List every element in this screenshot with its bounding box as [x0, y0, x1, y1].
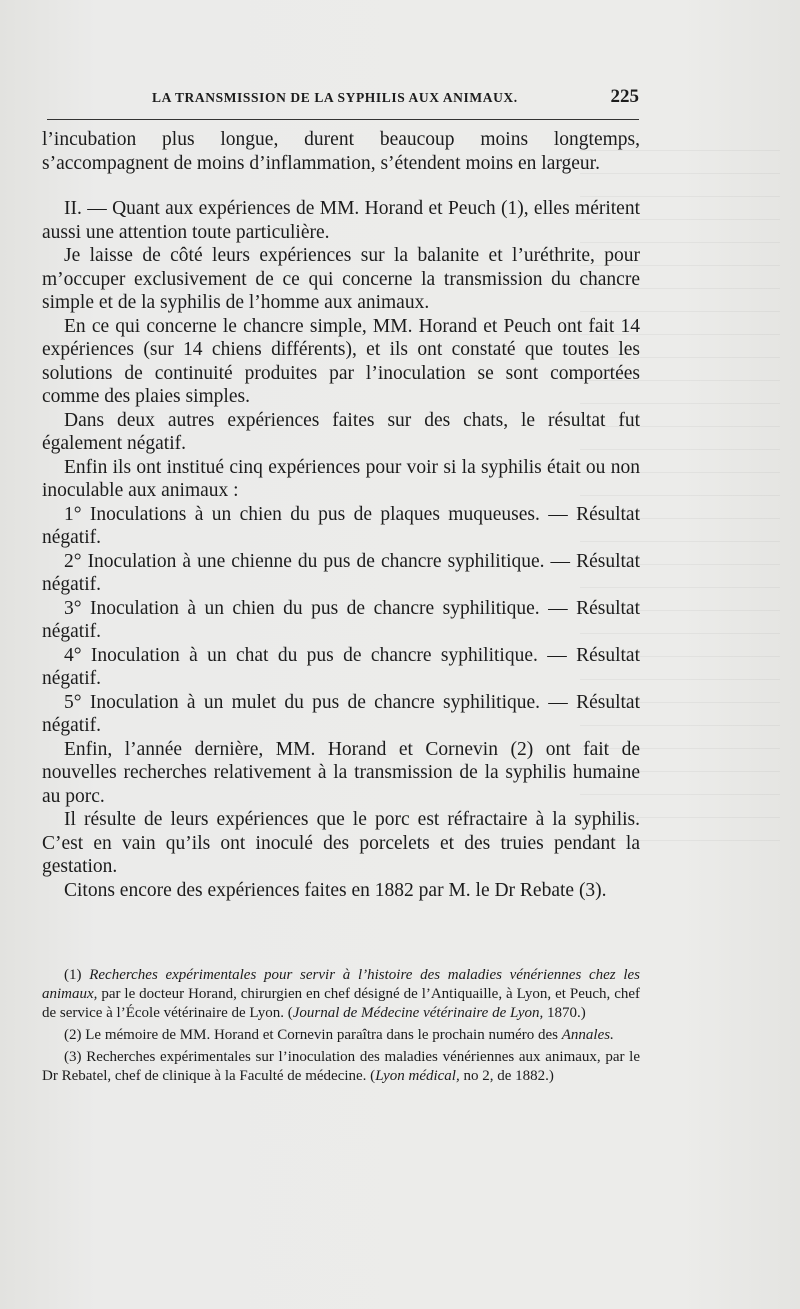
page-number: 225 — [610, 86, 639, 107]
paragraph: Enfin ils ont institué cinq expériences pour voir si la syphilis était ou non inoculable aux animaux : — [42, 456, 640, 501]
footnote-text-end: 1870.) — [547, 1005, 586, 1021]
footnote-journal: Lyon médical, — [375, 1068, 460, 1084]
paragraph-section-ii: II. — Quant aux expériences de MM. Horand et Peuch (1), elles méritent aussi une attention toute particulière. — [42, 198, 640, 243]
footnote-number: (1) — [64, 967, 82, 983]
list-item: 1° Inoculations à un chien du pus de plaques muqueuses. — Résultat négatif. — [42, 503, 640, 548]
list-item: 4° Inoculation à un chat du pus de chancre syphilitique. — Résultat négatif. — [42, 644, 640, 689]
page-header — [47, 86, 639, 110]
footnote-journal: Journal de Médecine vétérinaire de Lyon, — [292, 1005, 544, 1021]
footnotes — [42, 966, 640, 1089]
footnote-number: (3) — [64, 1049, 82, 1065]
body-text — [42, 128, 640, 902]
footnote-text: Le mémoire de MM. Horand et Cornevin paraîtra dans le prochain numéro des — [85, 1027, 559, 1043]
running-head: LA TRANSMISSION DE LA SYPHILIS AUX ANIMAUX. — [152, 90, 518, 105]
footnote-journal: Annales. — [561, 1027, 614, 1043]
footnote-title: Recherches expérimentales pour servir à l’histoire des maladies vénériennes chez les animaux, — [42, 967, 641, 1002]
paragraph: Enfin, l’année dernière, MM. Horand et Cornevin (2) ont fait de nouvelles recherches relativement à la transmission de la syphilis humaine au porc. — [42, 738, 640, 807]
footnote-number: (2) — [64, 1027, 82, 1043]
paragraph: Il résulte de leurs expériences que le porc est réfractaire à la syphilis. C’est en vain qu’ils ont inoculé des porcelets et des truies pendant la gestation. — [42, 809, 640, 877]
header-rule — [47, 119, 639, 120]
paragraph: En ce qui concerne le chancre simple, MM. Horand et Peuch ont fait 14 expériences (sur 14 chiens différents), et ils ont constaté que toutes les solutions de continuité produites par l’inoculation se sont comportées comme des plaies simples. — [42, 315, 640, 407]
footnote-1 — [42, 966, 640, 1023]
footnote-text: par le docteur Horand, chirurgien en chef désigné de l’Antiquaille, à Lyon, et Peuch, chef de service à l’École vétérinaire de Lyon. ( — [42, 986, 641, 1021]
paragraph: Je laisse de côté leurs expériences sur la balanite et l’uréthrite, pour m’occuper exclusivement de ce qui concerne la transmission du chancre simple et de la syphilis de l’homme aux animaux. — [42, 245, 640, 313]
paragraph: Dans deux autres expériences faites sur des chats, le résultat fut également négatif. — [42, 409, 640, 454]
footnote-text-end: no 2, de 1882.) — [463, 1068, 554, 1084]
footnote-text: Recherches expérimentales sur l’inoculation des maladies vénériennes aux animaux, par le Dr Rebatel, chef de clinique à la Faculté de médecine. ( — [42, 1049, 641, 1084]
paragraph: Citons encore des expériences faites en 1882 par M. le Dr Rebate (3). — [64, 879, 607, 901]
list-item: 2° Inoculation à une chienne du pus de chancre syphilitique. — Résultat négatif. — [42, 550, 640, 595]
list-item: 5° Inoculation à un mulet du pus de chancre syphilitique. — Résultat négatif. — [42, 691, 640, 736]
footnote-2 — [42, 1026, 640, 1045]
list-item: 3° Inoculation à un chien du pus de chancre syphilitique. — Résultat négatif. — [42, 597, 640, 642]
footnote-3 — [42, 1048, 640, 1086]
paragraph-continuation: l’incubation plus longue, durent beaucoup moins longtemps, s’accompagnent de moins d’inflammation, s’étendent moins en largeur. — [42, 129, 640, 174]
